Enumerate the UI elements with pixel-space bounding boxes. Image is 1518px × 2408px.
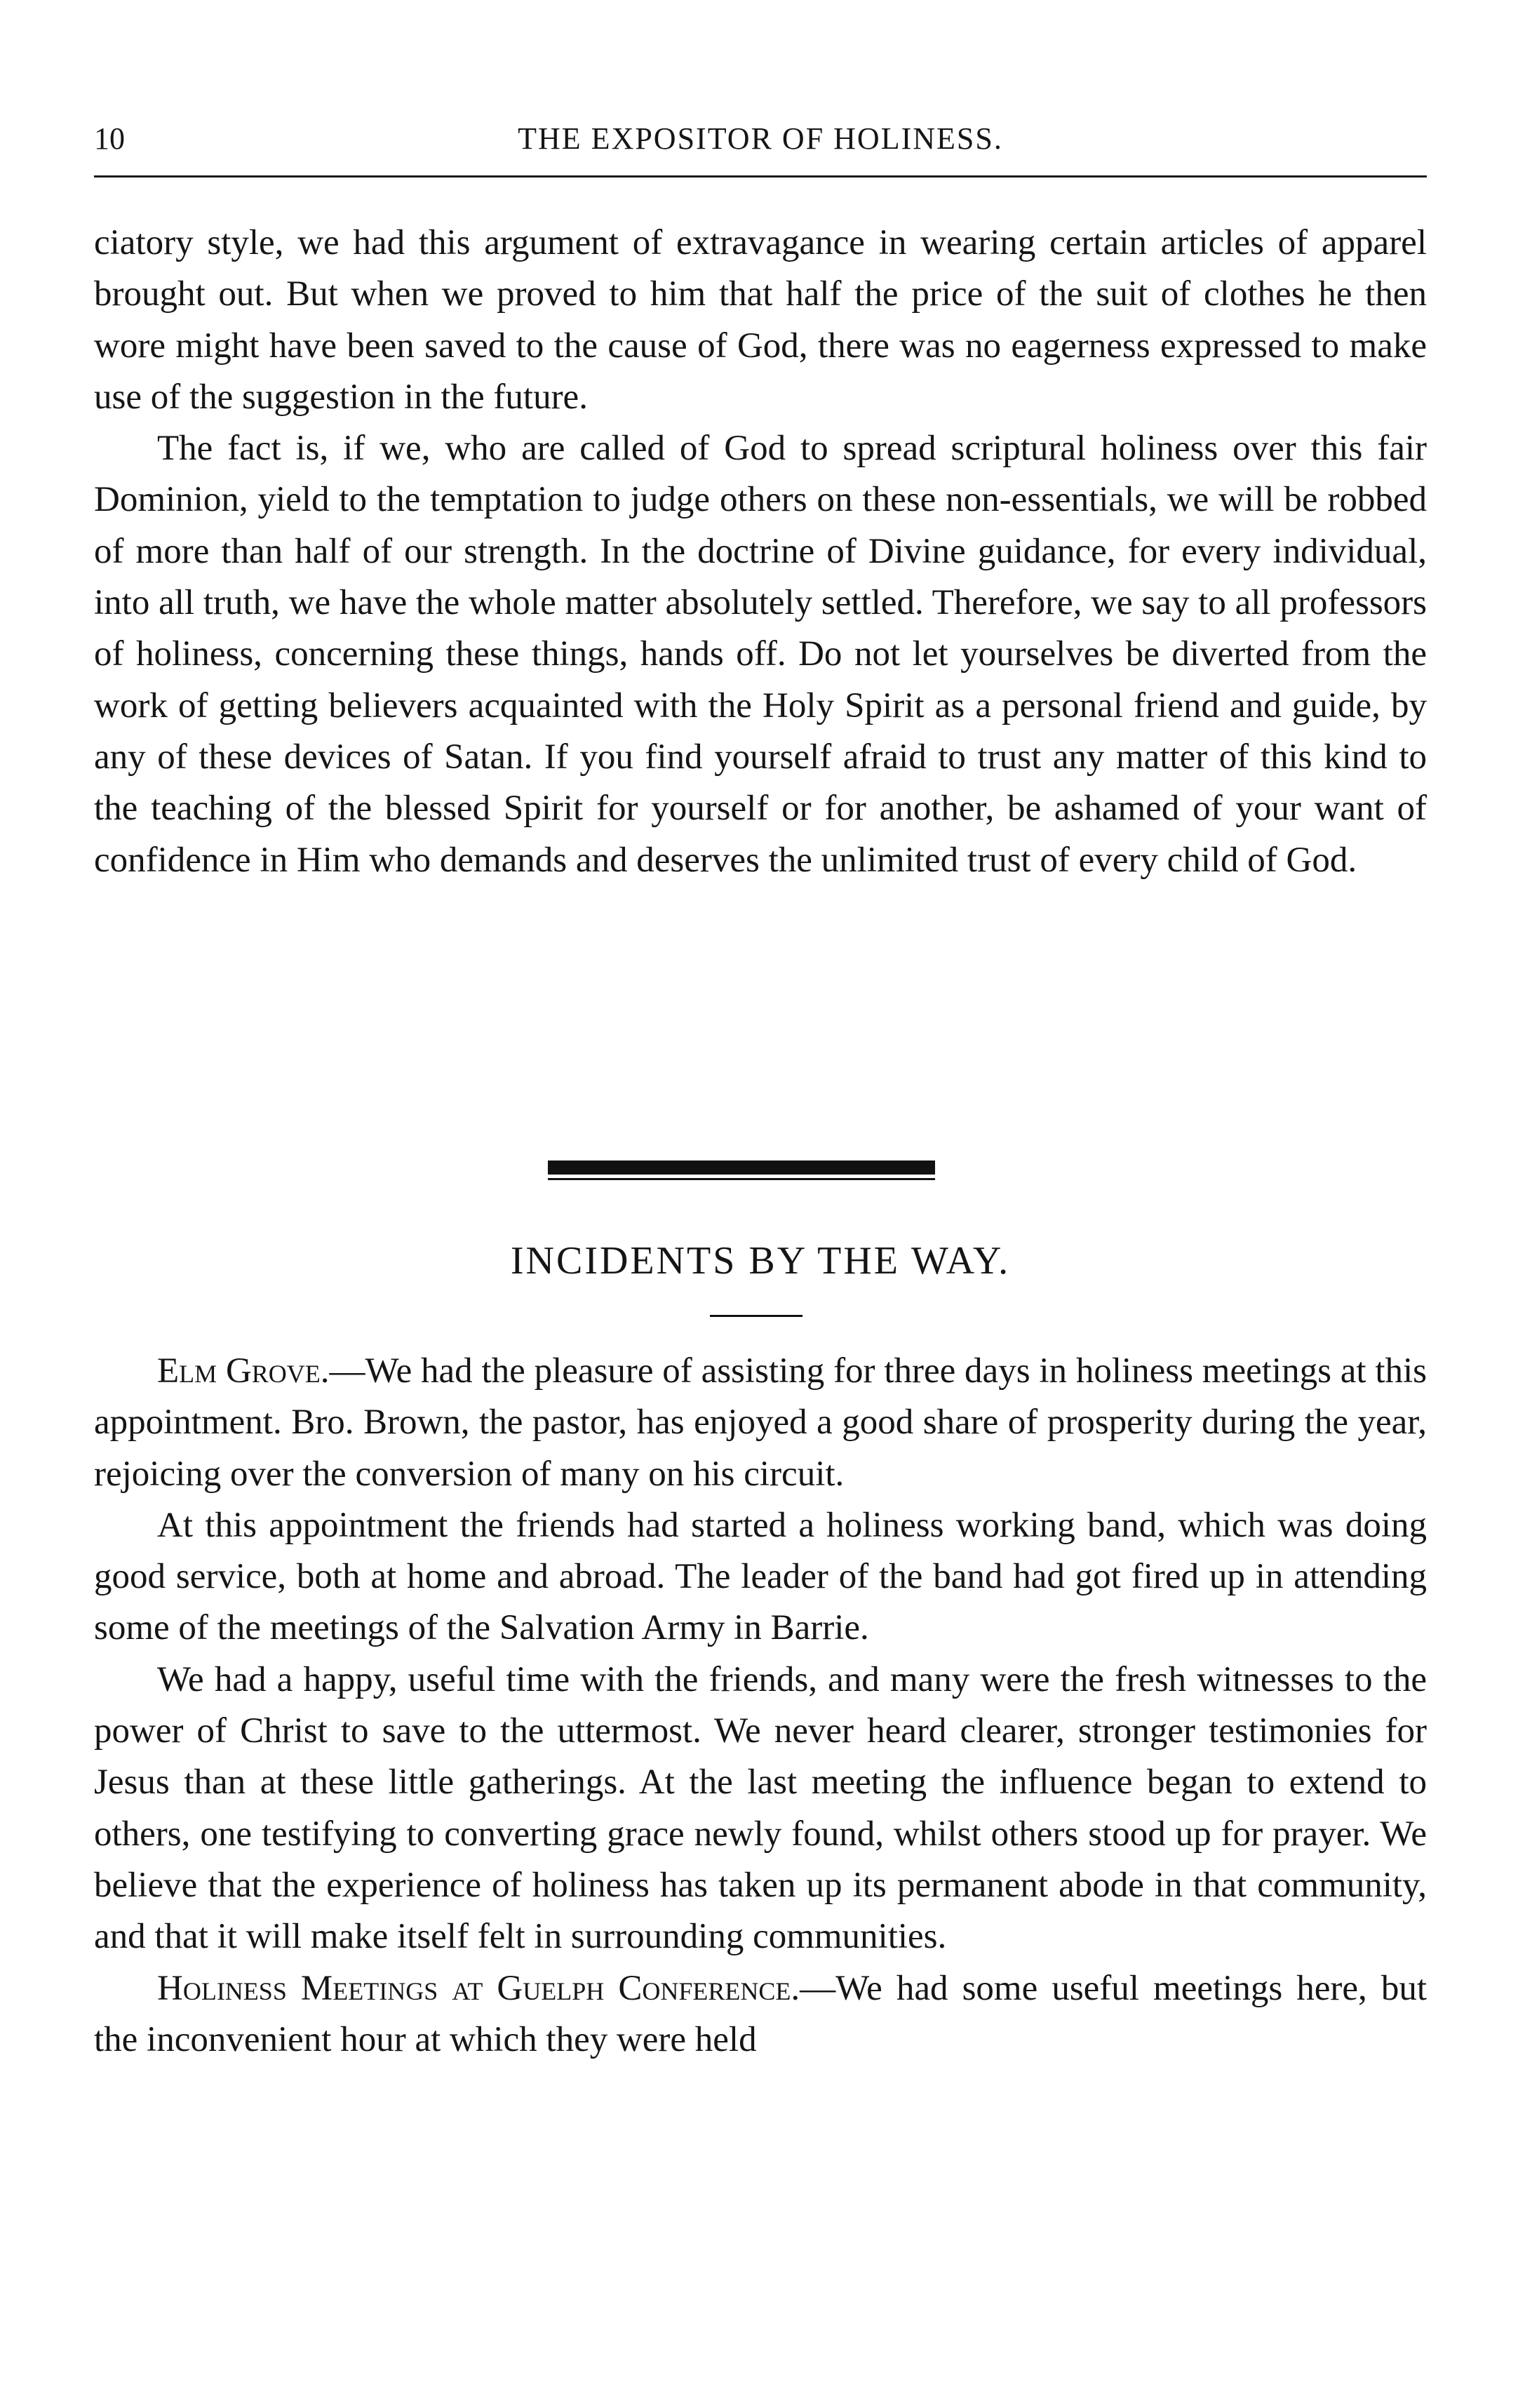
paragraph-text: —We had some useful meetings here, but the inconvenient hour at which they were held: [94, 1968, 1427, 2059]
paragraph-lead: Holiness Meetings at Guelph Conference.: [157, 1968, 800, 2008]
page-number: 10: [94, 121, 125, 156]
heading-rule: [710, 1315, 802, 1317]
paragraph: The fact is, if we, who are called of God to spread scriptural holiness over this fair Dominion, yield to the temptation to judge others on these non-essentials, we will be robbed of more than half of our strength. In the doctrine of Divine guidance, for every individual, into all truth, we have the whole matter absolutely settled. Therefore, we say to all professors of holiness, concerning these things, hands off. Do not let yourselves be diverted from the work of getting believers acquainted with the Holy Spirit as a personal friend and guide, by any of these devices of Satan. If you find yourself afraid to trust any matter of this kind to the teaching of the blessed Spirit for yourself or for another, be ashamed of your want of confidence in Him who demands and deserves the unlimited trust of every child of God.: [94, 429, 1427, 880]
paragraph-text: —We had the pleasure of assisting for three days in holiness meetings at this appointment. Bro. Brown, the pastor, has enjoyed a good share of prosperity during the year, rejoicing over the conversion of many on his circuit.: [94, 1351, 1428, 1494]
paragraph: ciatory style, we had this argument of extravagance in wearing certain articles of apparel brought out. But when we proved to him that half the price of the suit of clothes he then wore might have been saved to the cause of God, there was no eagerness expressed to make use of the suggestion in the future.: [94, 223, 1427, 417]
paragraph: [94, 1963, 1427, 2066]
section-separator-fine-rule: [548, 1178, 935, 1180]
paragraph: We had a happy, useful time with the friends, and many were the fresh witnesses to the power of Christ to save to the uttermost. We never heard clearer, stronger testimonies for Jesus than at these little gatherings. At the last meeting the influence began to extend to others, one testifying to converting grace newly found, whilst others stood up for prayer. We believe that the experience of holiness has taken up its permanent abode in that community, and that it will make itself felt in surrounding communities.: [94, 1659, 1427, 1957]
incidents-article: [94, 1346, 1427, 2066]
running-title: THE EXPOSITOR OF HOLINESS.: [518, 121, 1003, 156]
paragraph: [94, 1346, 1427, 1500]
running-header: [94, 118, 1427, 160]
paragraph: At this appointment the friends had started a holiness working band, which was doing good service, both at home and abroad. The leader of the band had got fired up in attending some of the meetings of the Salvation Army in Barrie.: [94, 1505, 1427, 1648]
section-heading: INCIDENTS BY THE WAY.: [510, 1239, 1011, 1283]
header-rule: [94, 175, 1427, 178]
continued-article: [94, 218, 1427, 886]
section-separator: [548, 1160, 935, 1175]
paragraph-lead: Elm Grove.: [157, 1351, 330, 1391]
